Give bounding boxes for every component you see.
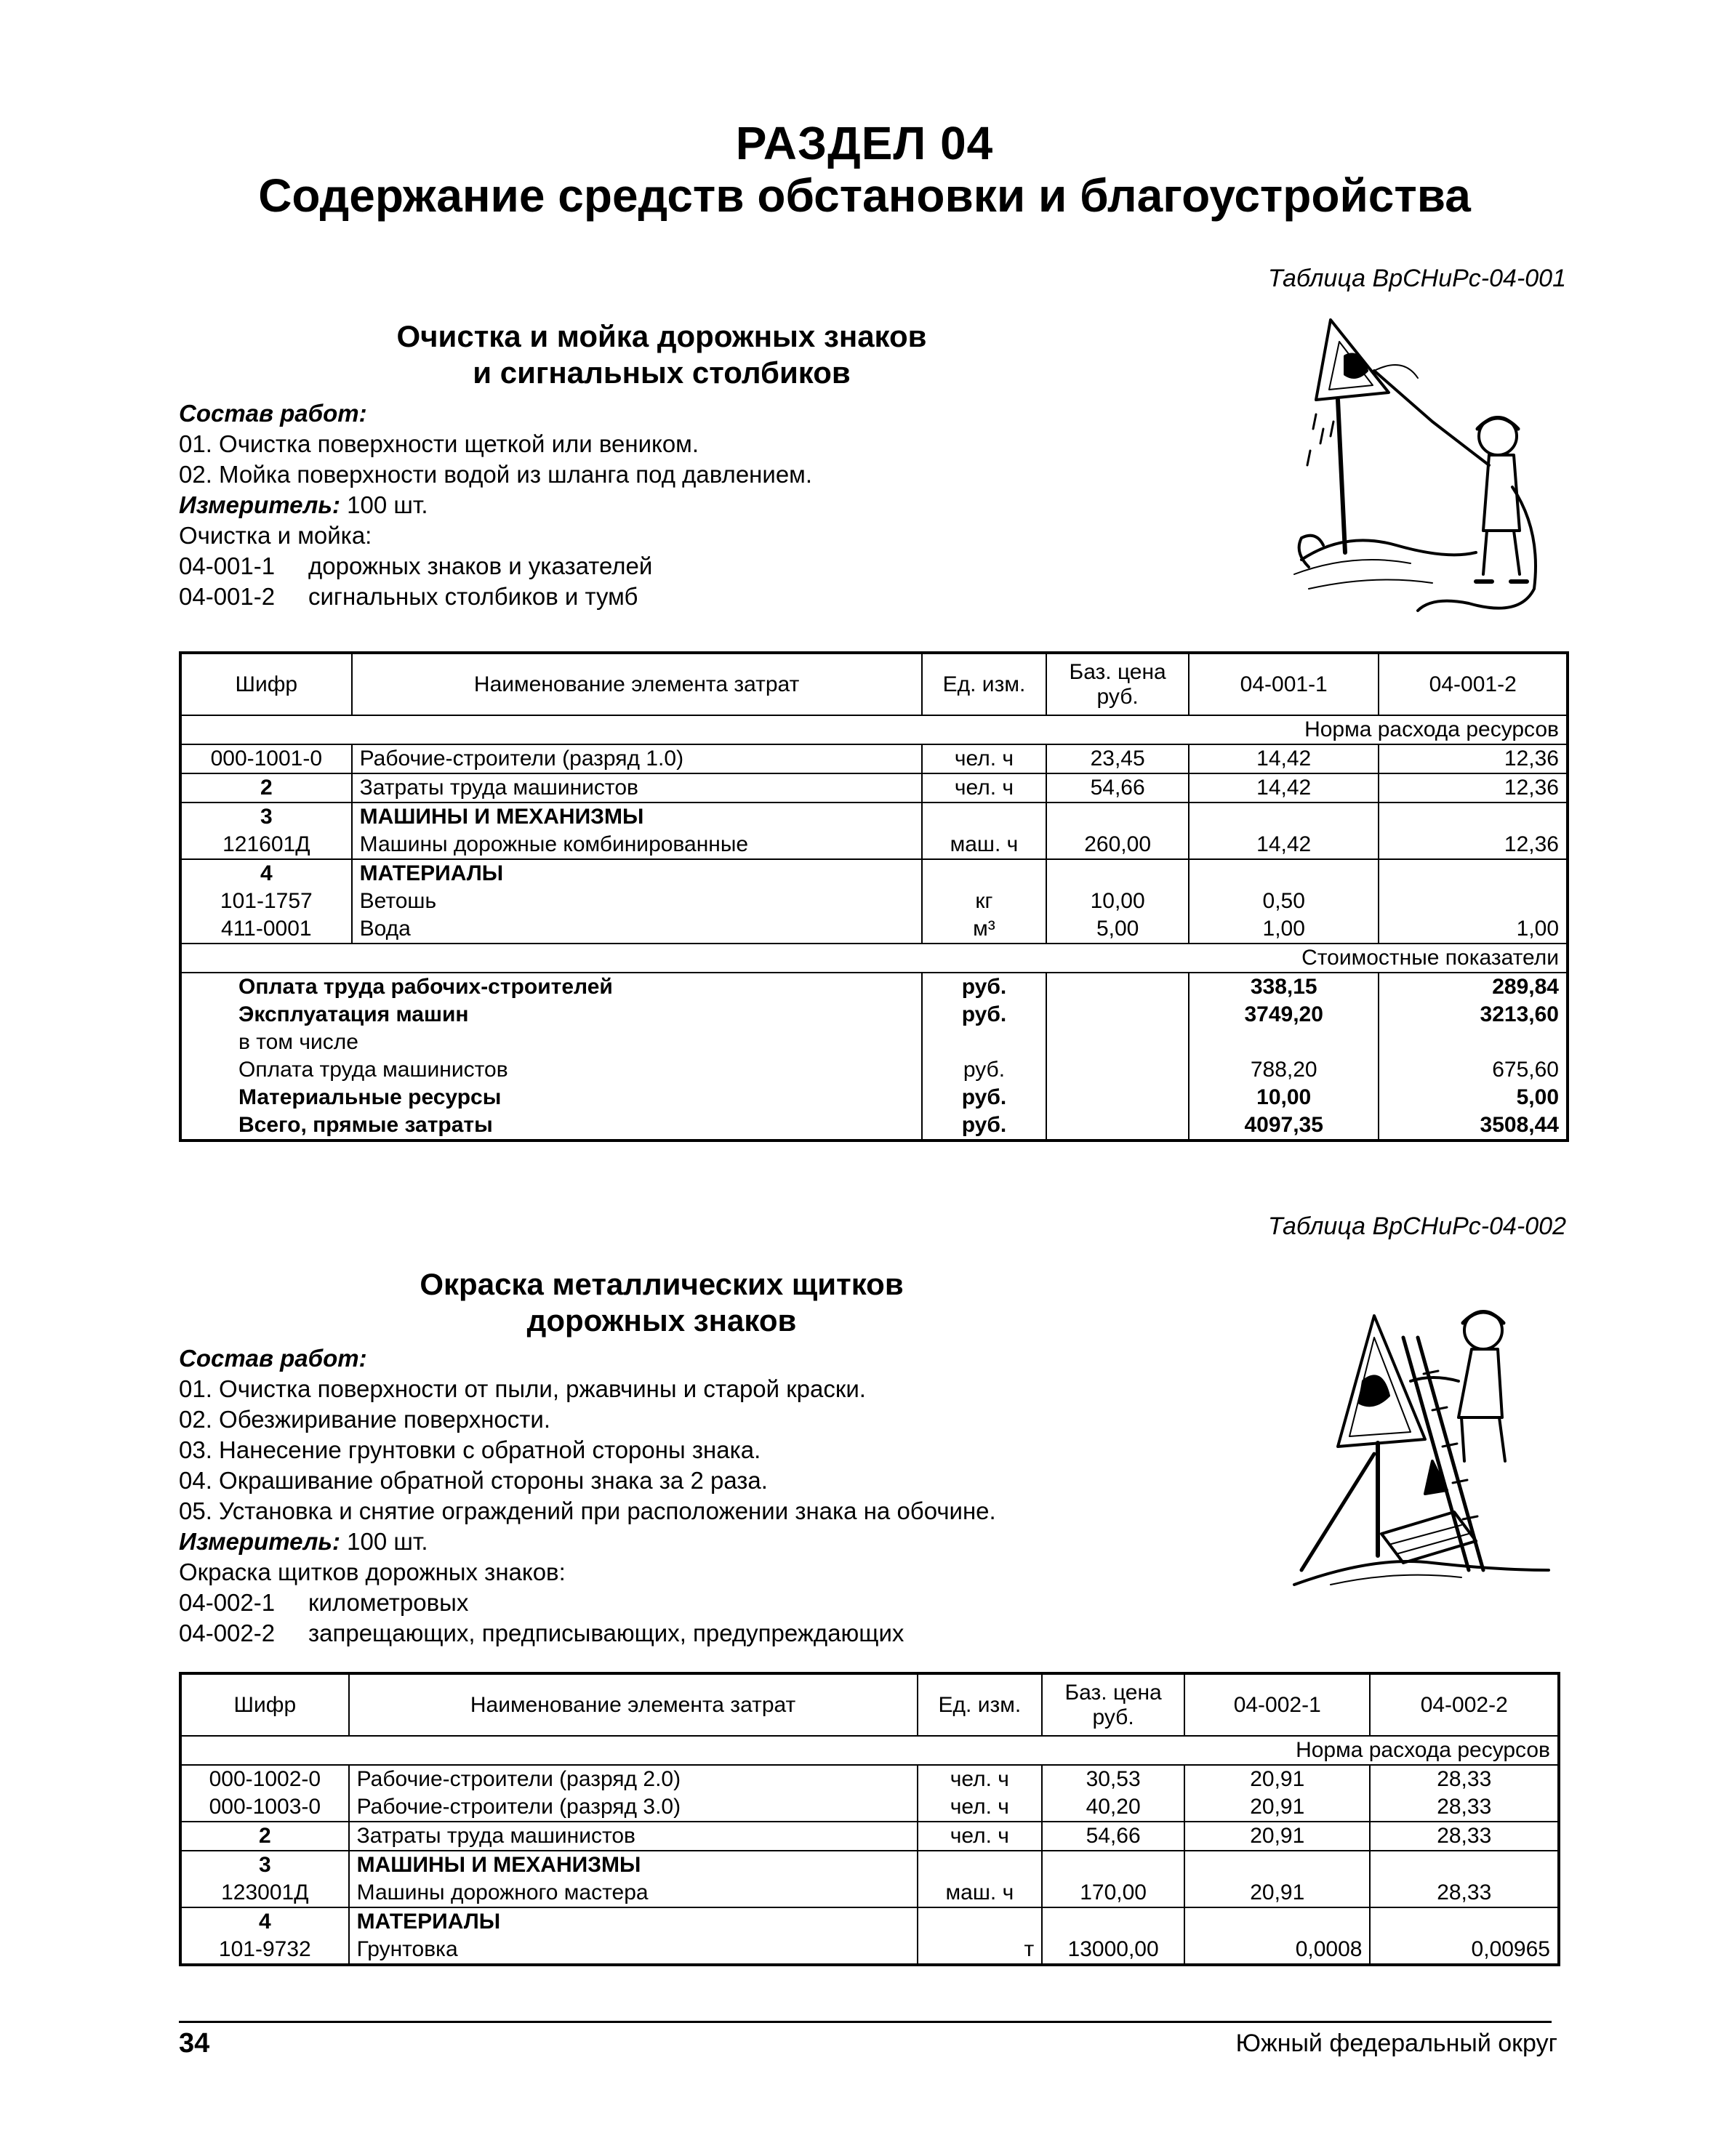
cell-v1: 20,91 bbox=[1184, 1879, 1370, 1907]
work-composition-label: Состав работ: bbox=[179, 400, 367, 427]
cell-name: Рабочие-строители (разряд 3.0) bbox=[349, 1793, 918, 1822]
cell-v1: 14,42 bbox=[1189, 773, 1379, 803]
table1-heading-line2: и сигнальных столбиков bbox=[473, 355, 851, 390]
summary-row bbox=[180, 1084, 1568, 1111]
cell-unit: маш. ч bbox=[918, 1879, 1043, 1907]
variant-code: 04-002-1 bbox=[179, 1589, 276, 1616]
cell-unit: т bbox=[918, 1936, 1043, 1965]
cell-price: 54,66 bbox=[1046, 773, 1189, 803]
cell-v2: 28,33 bbox=[1370, 1879, 1559, 1907]
cell-name: МАШИНЫ И МЕХАНИЗМЫ bbox=[349, 1851, 918, 1879]
cell-v2: 28,33 bbox=[1370, 1793, 1559, 1822]
cell-code: 3 bbox=[180, 803, 352, 831]
table-ref-2: Таблица ВрСНиРс-04-002 bbox=[1267, 1212, 1566, 1240]
col-header-price: Баз. цена руб. bbox=[1046, 653, 1189, 715]
cell-unit: чел. ч bbox=[922, 744, 1047, 773]
table-row bbox=[180, 1822, 1559, 1851]
cell-v2: 28,33 bbox=[1370, 1822, 1559, 1851]
measure-value: 100 шт. bbox=[340, 1528, 428, 1555]
summary-unit: руб. bbox=[922, 1056, 1047, 1084]
cell-name: Ветошь bbox=[352, 888, 922, 915]
cell-code: 000-1001-0 bbox=[180, 744, 352, 773]
table-row bbox=[180, 1793, 1559, 1822]
cell-name: Затраты труда машинистов bbox=[349, 1822, 918, 1851]
summary-label: Материальные ресурсы bbox=[180, 1084, 922, 1111]
table-row bbox=[180, 1907, 1559, 1936]
cell-v2: 28,33 bbox=[1370, 1765, 1559, 1793]
cell-unit: чел. ч bbox=[918, 1793, 1043, 1822]
variant-text: сигнальных столбиков и тумб bbox=[308, 583, 638, 610]
summary-v1: 4097,35 bbox=[1189, 1111, 1379, 1141]
variant-code: 04-002-2 bbox=[179, 1620, 276, 1646]
summary-v2: 675,60 bbox=[1379, 1056, 1568, 1084]
summary-row bbox=[180, 973, 1568, 1001]
table2-description bbox=[179, 1343, 996, 1649]
measure-line bbox=[179, 1527, 996, 1557]
cost-table-2 bbox=[179, 1672, 1560, 1966]
cell-code: 000-1002-0 bbox=[180, 1765, 349, 1793]
cell-name: МАТЕРИАЛЫ bbox=[349, 1907, 918, 1936]
cell-v1: 0,0008 bbox=[1184, 1936, 1370, 1965]
table2-heading bbox=[240, 1266, 1083, 1339]
summary-v1: 788,20 bbox=[1189, 1056, 1379, 1084]
cell-v1: 0,50 bbox=[1189, 888, 1379, 915]
group-title: Окраска щитков дорожных знаков: bbox=[179, 1558, 566, 1585]
table-row bbox=[180, 1879, 1559, 1907]
cell-v2 bbox=[1379, 888, 1568, 915]
summary-label: Оплата труда машинистов bbox=[180, 1056, 922, 1084]
summary-row bbox=[180, 1029, 1568, 1056]
cell-code: 101-9732 bbox=[180, 1936, 349, 1965]
cell-unit: маш. ч bbox=[922, 831, 1047, 859]
cell-v1: 20,91 bbox=[1184, 1822, 1370, 1851]
cell-name: Вода bbox=[352, 915, 922, 944]
summary-unit: руб. bbox=[922, 1001, 1047, 1029]
table-row bbox=[180, 915, 1568, 944]
variant-code: 04-001-2 bbox=[179, 583, 276, 610]
col-header-code: Шифр bbox=[180, 1673, 349, 1736]
cell-price: 30,53 bbox=[1042, 1765, 1184, 1793]
cell-price: 170,00 bbox=[1042, 1879, 1184, 1907]
table1-description bbox=[179, 398, 812, 612]
cell-price: 54,66 bbox=[1042, 1822, 1184, 1851]
table-row bbox=[180, 831, 1568, 859]
band-norm: Норма расхода ресурсов bbox=[180, 1736, 1559, 1765]
sign-washing-illustration bbox=[1287, 313, 1563, 632]
group-title: Очистка и мойка: bbox=[179, 522, 372, 549]
cell-name: МАТЕРИАЛЫ bbox=[352, 859, 922, 888]
cell-price: 23,45 bbox=[1046, 744, 1189, 773]
summary-v1: 10,00 bbox=[1189, 1084, 1379, 1111]
sign-painting-illustration bbox=[1287, 1294, 1556, 1606]
work-item: 04. Окрашивание обратной стороны знака за 2 раза. bbox=[179, 1467, 768, 1494]
col-header-name: Наименование элемента затрат bbox=[352, 653, 922, 715]
cell-code: 4 bbox=[180, 1907, 349, 1936]
summary-label: Оплата труда рабочих-строителей bbox=[180, 973, 922, 1001]
measure-line bbox=[179, 490, 812, 520]
work-composition-label: Состав работ: bbox=[179, 1345, 367, 1372]
variant-text: километровых bbox=[308, 1589, 469, 1616]
summary-unit: руб. bbox=[922, 973, 1047, 1001]
cell-price: 40,20 bbox=[1042, 1793, 1184, 1822]
cell-price: 260,00 bbox=[1046, 831, 1189, 859]
variant-text: дорожных знаков и указателей bbox=[308, 552, 653, 579]
table-row bbox=[180, 773, 1568, 803]
summary-row bbox=[180, 1111, 1568, 1141]
cell-v2: 12,36 bbox=[1379, 831, 1568, 859]
cell-name: Затраты труда машинистов bbox=[352, 773, 922, 803]
cell-code: 3 bbox=[180, 1851, 349, 1879]
cell-code: 2 bbox=[180, 1822, 349, 1851]
cell-unit: чел. ч bbox=[918, 1765, 1043, 1793]
measure-label: Измеритель: bbox=[179, 1528, 340, 1555]
table-row bbox=[180, 1851, 1559, 1879]
cell-v1: 14,42 bbox=[1189, 831, 1379, 859]
variant-line bbox=[179, 582, 812, 612]
col-header-price: Баз. цена руб. bbox=[1042, 1673, 1184, 1736]
section-subtitle: Содержание средств обстановки и благоустройства bbox=[258, 169, 1471, 222]
cell-price: 13000,00 bbox=[1042, 1936, 1184, 1965]
table1-heading bbox=[240, 318, 1083, 391]
summary-label: Эксплуатация машин bbox=[180, 1001, 922, 1029]
variant-code: 04-001-1 bbox=[179, 552, 276, 579]
variant-line bbox=[179, 1618, 996, 1649]
cell-name: Грунтовка bbox=[349, 1936, 918, 1965]
col-header-variant-2: 04-001-2 bbox=[1379, 653, 1568, 715]
footer-rule bbox=[179, 2021, 1552, 2023]
summary-v2: 289,84 bbox=[1379, 973, 1568, 1001]
band-norm: Норма расхода ресурсов bbox=[180, 715, 1568, 744]
cell-v2: 12,36 bbox=[1379, 773, 1568, 803]
cell-price: 5,00 bbox=[1046, 915, 1189, 944]
table-row bbox=[180, 803, 1568, 831]
cell-unit: м³ bbox=[922, 915, 1047, 944]
cell-code: 4 bbox=[180, 859, 352, 888]
summary-unit: руб. bbox=[922, 1084, 1047, 1111]
work-item: 01. Очистка поверхности от пыли, ржавчины и старой краски. bbox=[179, 1375, 866, 1402]
measure-value: 100 шт. bbox=[340, 491, 428, 518]
work-item: 02. Обезжиривание поверхности. bbox=[179, 1406, 551, 1433]
summary-unit: руб. bbox=[922, 1111, 1047, 1141]
cell-code: 121601Д bbox=[180, 831, 352, 859]
summary-row bbox=[180, 1056, 1568, 1084]
cell-name: Рабочие-строители (разряд 1.0) bbox=[352, 744, 922, 773]
summary-v2: 3508,44 bbox=[1379, 1111, 1568, 1141]
cell-name: МАШИНЫ И МЕХАНИЗМЫ bbox=[352, 803, 922, 831]
table-row bbox=[180, 1936, 1559, 1965]
variant-line bbox=[179, 1588, 996, 1618]
col-header-variant-2: 04-002-2 bbox=[1370, 1673, 1559, 1736]
col-header-unit: Ед. изм. bbox=[922, 653, 1047, 715]
cell-code: 101-1757 bbox=[180, 888, 352, 915]
table2-heading-line1: Окраска металлических щитков bbox=[420, 1267, 904, 1301]
cost-table-1 bbox=[179, 651, 1569, 1142]
cell-v1: 14,42 bbox=[1189, 744, 1379, 773]
cell-name: Рабочие-строители (разряд 2.0) bbox=[349, 1765, 918, 1793]
col-header-variant-1: 04-001-1 bbox=[1189, 653, 1379, 715]
col-header-name: Наименование элемента затрат bbox=[349, 1673, 918, 1736]
work-item: 05. Установка и снятие ограждений при расположении знака на обочине. bbox=[179, 1497, 996, 1524]
variant-line bbox=[179, 551, 812, 582]
cell-unit: чел. ч bbox=[922, 773, 1047, 803]
cell-code: 123001Д bbox=[180, 1879, 349, 1907]
cell-v1: 20,91 bbox=[1184, 1793, 1370, 1822]
cell-code: 2 bbox=[180, 773, 352, 803]
table1-heading-line1: Очистка и мойка дорожных знаков bbox=[396, 319, 927, 353]
cell-unit: кг bbox=[922, 888, 1047, 915]
cell-v1: 1,00 bbox=[1189, 915, 1379, 944]
summary-label: в том числе bbox=[180, 1029, 922, 1056]
band-cost: Стоимостные показатели bbox=[180, 944, 1568, 973]
cell-price: 10,00 bbox=[1046, 888, 1189, 915]
col-header-code: Шифр bbox=[180, 653, 352, 715]
table-row bbox=[180, 1765, 1559, 1793]
work-item: 03. Нанесение грунтовки с обратной стороны знака. bbox=[179, 1436, 761, 1463]
cell-v2: 12,36 bbox=[1379, 744, 1568, 773]
measure-label: Измеритель: bbox=[179, 491, 340, 518]
summary-v1: 338,15 bbox=[1189, 973, 1379, 1001]
cell-v2: 1,00 bbox=[1379, 915, 1568, 944]
table-row bbox=[180, 744, 1568, 773]
variant-text: запрещающих, предписывающих, предупреждающих bbox=[308, 1620, 904, 1646]
work-item: 02. Мойка поверхности водой из шланга под давлением. bbox=[179, 461, 813, 488]
section-title: РАЗДЕЛ 04 bbox=[735, 117, 994, 169]
table-row bbox=[180, 859, 1568, 888]
col-header-variant-1: 04-002-1 bbox=[1184, 1673, 1370, 1736]
cell-v1: 20,91 bbox=[1184, 1765, 1370, 1793]
cell-unit: чел. ч bbox=[918, 1822, 1043, 1851]
table-ref-1: Таблица ВрСНиРс-04-001 bbox=[1267, 265, 1566, 292]
summary-v2: 5,00 bbox=[1379, 1084, 1568, 1111]
summary-v1: 3749,20 bbox=[1189, 1001, 1379, 1029]
work-item: 01. Очистка поверхности щеткой или веником. bbox=[179, 430, 699, 457]
table2-heading-line2: дорожных знаков bbox=[526, 1303, 797, 1338]
summary-v2: 3213,60 bbox=[1379, 1001, 1568, 1029]
cell-code: 000-1003-0 bbox=[180, 1793, 349, 1822]
table-row bbox=[180, 888, 1568, 915]
summary-row bbox=[180, 1001, 1568, 1029]
cell-name: Машины дорожного мастера bbox=[349, 1879, 918, 1907]
cell-name: Машины дорожные комбинированные bbox=[352, 831, 922, 859]
col-header-unit: Ед. изм. bbox=[918, 1673, 1043, 1736]
cell-code: 411-0001 bbox=[180, 915, 352, 944]
cell-v2: 0,00965 bbox=[1370, 1936, 1559, 1965]
footer-region: Южный федеральный округ bbox=[1235, 2030, 1557, 2057]
summary-label: Всего, прямые затраты bbox=[180, 1111, 922, 1141]
page-number: 34 bbox=[179, 2028, 210, 2059]
